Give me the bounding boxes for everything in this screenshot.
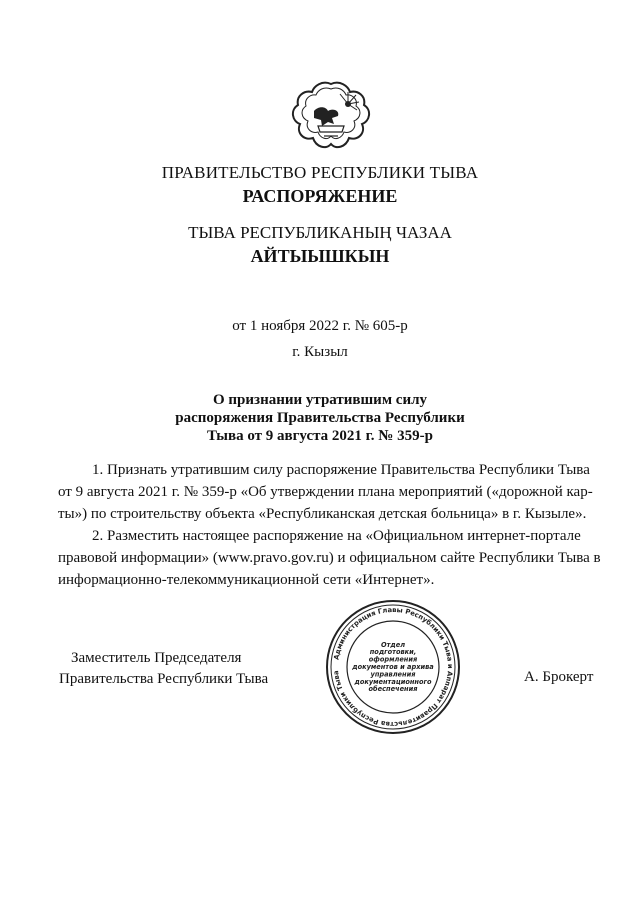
stamp-center-line: обеспечения <box>368 685 418 694</box>
stamp-center-line: подготовки, <box>369 648 417 657</box>
stamp-center-line: документационного <box>354 677 432 686</box>
paragraph-line: от 9 августа 2021 г. № 359-р «Об утверждении плана мероприятий («дорожной кар- <box>58 484 593 500</box>
signatory-name: А. Брокерт <box>524 669 594 685</box>
stamp-center-line: управления <box>370 670 416 679</box>
government-heading: ПРАВИТЕЛЬСТВО РЕСПУБЛИКИ ТЫВА <box>161 163 479 182</box>
document-body <box>58 459 608 591</box>
document-city: г. Кызыл <box>292 344 348 360</box>
government-heading-tuvan: ТЫВА РЕСПУБЛИКАНЫҢ ЧАЗАА <box>188 223 452 242</box>
signatory-position <box>59 648 268 690</box>
paragraph-2 <box>58 525 608 591</box>
order-title-tuvan: АЙТЫЫШКЫН <box>250 246 390 266</box>
stamp-center-line: документов и архива <box>352 663 434 671</box>
paragraph-1 <box>58 459 608 525</box>
stamp-center-line: Отдел <box>380 640 406 649</box>
order-title: РАСПОРЯЖЕНИЕ <box>242 186 398 206</box>
subject-line: распоряжения Правительства Республики <box>175 410 465 426</box>
paragraph-line: ты») по строительству объекта «Республиканская детская больница» в г. Кызыле». <box>58 506 587 522</box>
subject-line: Тыва от 9 августа 2021 г. № 359-р <box>207 428 433 444</box>
coat-of-arms-emblem <box>288 78 374 158</box>
paragraph-line: 2. Разместить настоящее распоряжение на «Официальном интернет-портале <box>92 528 581 544</box>
stamp-center-line: оформления <box>368 655 418 664</box>
document-subject <box>0 391 640 445</box>
subject-line: О признании утратившим силу <box>213 392 427 408</box>
paragraph-line: 1. Признать утратившим силу распоряжение Правительства Республики Тыва <box>92 462 590 478</box>
document-date-number: от 1 ноября 2022 г. № 605-р <box>232 318 408 334</box>
position-line: Заместитель Председателя <box>71 650 242 666</box>
position-line: Правительства Республики Тыва <box>59 671 269 687</box>
paragraph-line: правовой информации» (www.pravo.gov.ru) и официальном сайте Республики Тыва в <box>58 550 601 566</box>
paragraph-line: информационно-телекоммуникационной сети «Интернет». <box>58 572 435 588</box>
official-stamp <box>324 598 462 736</box>
stamp-ring-text: Администрация Главы Республики Тыва и Аппарат Правительства Республики Тыва <box>332 605 455 729</box>
